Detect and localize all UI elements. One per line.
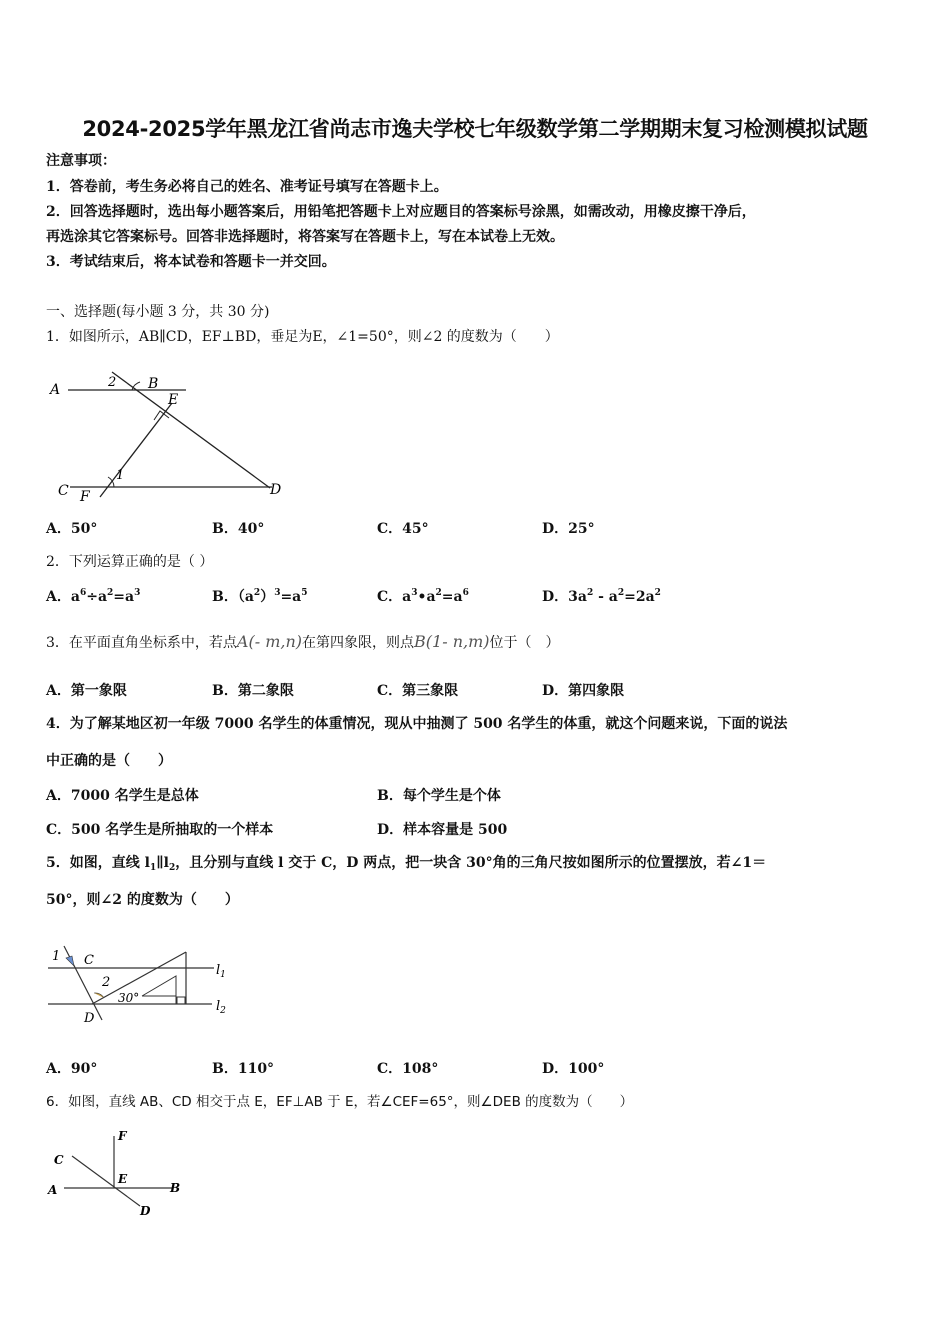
label-C: C <box>84 953 94 968</box>
question-5-option-a[interactable]: A．90° <box>46 1061 98 1077</box>
question-2-option-d[interactable]: D．$3a^2 - a^2=2a^2$ <box>542 588 661 605</box>
question-3-option-c[interactable]: C．第三象限 <box>377 683 459 699</box>
question-4-stem-line2: 中正确的是（ ） <box>46 753 172 769</box>
question-1-figure <box>44 362 294 504</box>
angle-2-label: 2 <box>108 375 117 390</box>
label-D: D <box>270 482 282 498</box>
question-4-option-d[interactable]: D．样本容量是 500 <box>377 822 508 838</box>
label-D: D <box>140 1204 151 1218</box>
label-D: D <box>84 1011 95 1026</box>
page-title: 2024-2025学年黑龙江省尚志市逸夫学校七年级数学第二学期期末复习检测模拟试题 <box>82 117 868 141</box>
question-3-option-d[interactable]: D．第四象限 <box>542 683 625 699</box>
notice-item: 1．答卷前，考生务必将自己的姓名、准考证号填写在答题卡上。 <box>46 179 448 195</box>
angle-1-label: 1 <box>116 468 125 483</box>
question-6-figure <box>44 1126 194 1222</box>
label-C: C <box>58 483 69 499</box>
question-3-stem: 3．在平面直角坐标系中，若点A(- m,n)在第四象限，则点B(1- n,m)位于（ ） <box>46 632 560 651</box>
angle-2-label: 2 <box>102 975 111 990</box>
question-4-option-b[interactable]: B．每个学生是个体 <box>377 788 501 804</box>
notice-item: 2．回答选择题时，选出每小题答案后，用铅笔把答题卡上对应题目的答案标号涂黑，如需改动，用橡皮擦干净后， <box>46 204 756 220</box>
label-l2: $l_2$ <box>216 999 226 1016</box>
question-2-option-b[interactable]: B．$(a^2)^3=a^5$ <box>212 588 308 605</box>
question-5-option-c[interactable]: C．108° <box>377 1061 439 1077</box>
label-E: E <box>118 1172 128 1186</box>
question-5-figure <box>44 938 244 1028</box>
question-2-stem: 2．下列运算正确的是（ ） <box>46 554 214 570</box>
label-B: B <box>170 1181 181 1195</box>
question-3-option-b[interactable]: B．第二象限 <box>212 683 294 699</box>
question-1-option-d[interactable]: D．25° <box>542 521 595 537</box>
question-1-option-c[interactable]: C．45° <box>377 521 429 537</box>
notice-item: 再选涂其它答案标号。回答非选择题时，将答案写在答题卡上，写在本试卷上无效。 <box>46 229 564 245</box>
question-3-option-a[interactable]: A．第一象限 <box>46 683 127 699</box>
notice-heading: 注意事项： <box>46 153 116 169</box>
label-E: E <box>168 392 179 408</box>
question-5-stem-line1: 5．如图，直线 $l_1\parallel l_2$，且分别与直线 l 交于 C，D 两点，把一块含 30°角的三角尺按如图所示的位置摆放，若∠1＝ <box>46 855 767 873</box>
section-heading: 一、选择题(每小题 3 分，共 30 分) <box>46 304 270 320</box>
question-4-stem-line1: 4．为了解某地区初一年级 7000 名学生的体重情况，现从中抽测了 500 名学生的体重，就这个问题来说，下面的说法 <box>46 716 788 732</box>
question-2-option-a[interactable]: A．$a^6\div a^2=a^3$ <box>46 588 141 605</box>
label-F: F <box>118 1129 127 1143</box>
angle-30-label: 30° <box>118 991 140 1005</box>
question-1-stem: 1．如图所示，AB∥CD，EF⊥BD，垂足为E，∠1=50°，则∠2 的度数为（ ） <box>46 329 559 345</box>
question-5-stem-line2: 50°，则∠2 的度数为（ ） <box>46 892 239 908</box>
angle-1-label: 1 <box>52 949 61 964</box>
question-5-option-b[interactable]: B．110° <box>212 1061 275 1077</box>
label-A: A <box>50 382 61 398</box>
question-4-option-a[interactable]: A．7000 名学生是总体 <box>46 788 199 804</box>
point-b: B(1- n,m) <box>414 632 490 651</box>
question-4-option-c[interactable]: C．500 名学生是所抽取的一个样本 <box>46 822 274 838</box>
question-2-option-c[interactable]: C．$a^3•a^2=a^6$ <box>377 588 469 605</box>
label-F: F <box>80 489 90 504</box>
label-l1: $l_1$ <box>216 963 226 980</box>
question-5-option-d[interactable]: D．100° <box>542 1061 605 1077</box>
question-6-stem: 6．如图，直线 AB、CD 相交于点 E，EF⊥AB 于 E，若∠CEF=65°，则∠DEB 的度数为（ ） <box>46 1094 634 1110</box>
notice-item: 3．考试结束后，将本试卷和答题卡一并交回。 <box>46 254 336 270</box>
question-1-option-b[interactable]: B．40° <box>212 521 265 537</box>
label-C: C <box>54 1153 64 1167</box>
label-B: B <box>148 376 159 392</box>
question-1-option-a[interactable]: A．50° <box>46 521 98 537</box>
point-a: A(- m,n) <box>236 632 303 651</box>
label-A: A <box>48 1183 58 1197</box>
